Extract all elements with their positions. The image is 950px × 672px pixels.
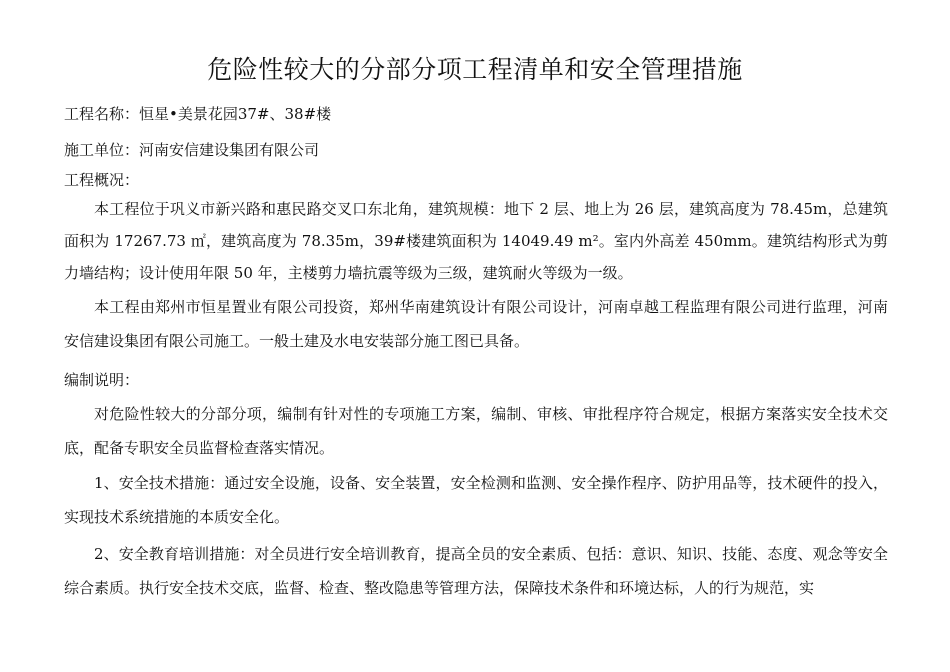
- project-name-line: 工程名称：恒星•美景花园37#、38#楼: [64, 105, 332, 123]
- overview-heading: 工程概况：: [64, 171, 140, 189]
- overview-paragraph-1: 本工程位于巩义市新兴路和惠民路交叉口东北角，建筑规模：地下 2 层、地上为 26 层，建筑高度为 78.45m，总建筑面积为 17267.73 ㎡，建筑高度为 78.35m，39#楼建筑面积为 14049.49 m²。室内外高差 450mm。建筑结构形式为剪力墙结构；设计使用年限 50 年，主楼剪力墙抗震等级为三级，建筑耐火等级为一级。: [64, 200, 888, 282]
- document-title: 危险性较大的分部分项工程清单和安全管理措施: [207, 55, 743, 84]
- contractor-line: 施工单位：河南安信建设集团有限公司: [64, 141, 320, 159]
- notes-paragraph-2: 1、安全技术措施：通过安全设施，设备、安全装置，安全检测和监测、安全操作程序、防护用品等，技术硬件的投入，实现技术系统措施的本质安全化。: [64, 474, 888, 526]
- overview-paragraph-2: 本工程由郑州市恒星置业有限公司投资，郑州华南建筑设计有限公司设计，河南卓越工程监理有限公司进行监理，河南安信建设集团有限公司施工。一般土建及水电安装部分施工图已具备。: [64, 298, 888, 350]
- notes-paragraph-3: 2、安全教育培训措施：对全员进行安全培训教育，提高全员的安全素质、包括：意识、知识、技能、态度、观念等安全综合素质。执行安全技术交底，监督、检查、整改隐患等管理方法，保障技术条件和环境达标，人的行为规范，实: [64, 545, 888, 597]
- notes-paragraph-1: 对危险性较大的分部分项，编制有针对性的专项施工方案，编制、审核、审批程序符合规定，根据方案落实安全技术交底，配备专职安全员监督检查落实情况。: [64, 405, 888, 457]
- notes-heading: 编制说明：: [64, 371, 140, 389]
